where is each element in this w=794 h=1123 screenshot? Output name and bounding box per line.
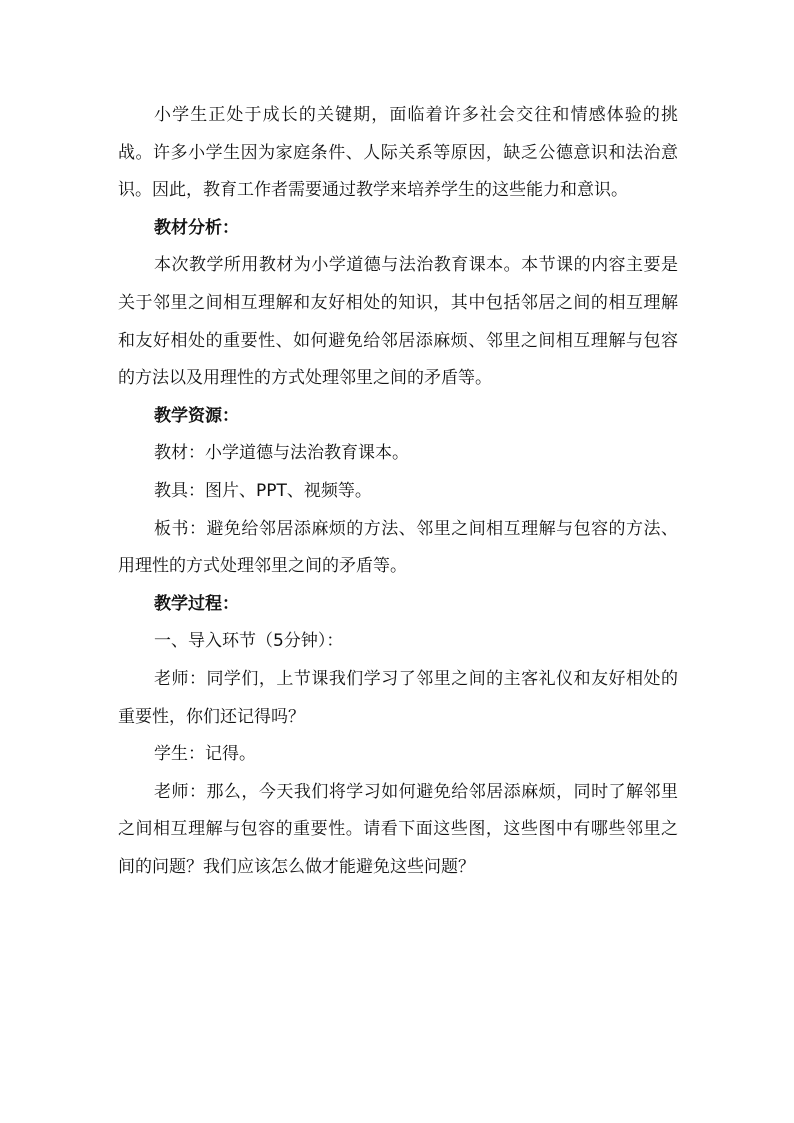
resource-textbook: 教材：小学道德与法治教育课本。 [154,443,409,464]
process-step-intro: 一、导入环节（5分钟）： [154,631,344,652]
section-heading-resources: 教学资源： [154,405,239,426]
materials-paragraph: 本次教学所用教材为小学道德与法治教育课本。本节课的内容主要是关于邻里之间相互理解和友好相处的知识，其中包括邻居之间的相互理解和友好相处的重要性、如何避免给邻居添麻烦、邻里之间相互理解与包容的方法以及用理性的方式处理邻里之间的矛盾等。 [118,255,678,389]
section-heading-materials: 教材分析： [154,217,239,238]
dialogue-student-1: 学生：记得。 [154,744,256,765]
intro-paragraph: 小学生正处于成长的关键期，面临着许多社会交往和情感体验的挑战。许多小学生因为家庭条件、人际关系等原因，缺乏公德意识和法治意识。因此，教育工作者需要通过教学来培养学生的这些能力和意识。 [118,105,678,201]
dialogue-teacher-1: 老师：同学们，上节课我们学习了邻里之间的主客礼仪和友好相处的重要性，你们还记得吗？ [118,668,678,727]
resource-board-notes: 板书：避免给邻居添麻烦的方法、邻里之间相互理解与包容的方法、用理性的方式处理邻里之间的矛盾等。 [118,518,678,577]
dialogue-teacher-2: 老师：那么，今天我们将学习如何避免给邻居添麻烦，同时了解邻里之间相互理解与包容的重要性。请看下面这些图，这些图中有哪些邻里之间的问题？我们应该怎么做才能避免这些问题？ [118,781,678,877]
section-heading-process: 教学过程： [154,593,239,614]
document-body [118,97,678,886]
resource-tools: 教具：图片、PPT、视频等。 [154,480,372,501]
